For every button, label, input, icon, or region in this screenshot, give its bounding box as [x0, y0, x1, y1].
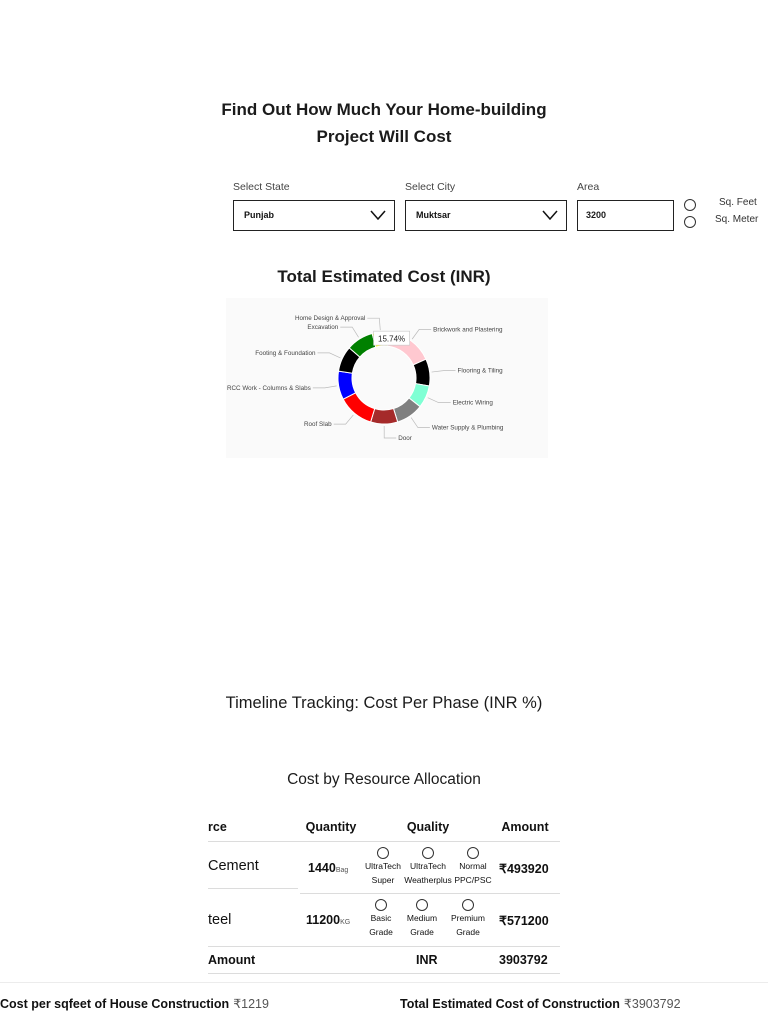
- table-divider: [208, 946, 560, 947]
- sq-meter-label: Sq. Meter: [715, 214, 759, 225]
- slice-label: Flooring & Tiling: [457, 367, 503, 375]
- slice-leader-line: [318, 353, 341, 358]
- quality-radio[interactable]: [422, 847, 434, 859]
- amount-steel: ₹571200: [499, 914, 549, 928]
- area-input[interactable]: 3200: [577, 200, 674, 231]
- city-select[interactable]: [405, 200, 567, 231]
- slice-leader-line: [412, 329, 431, 339]
- quality-option-ultratech-super[interactable]: [360, 847, 406, 887]
- quality-option-line-2: Weatherplus: [404, 875, 452, 885]
- quality-radio[interactable]: [462, 899, 474, 911]
- quality-radio[interactable]: [375, 899, 387, 911]
- footer-bar: [0, 982, 768, 1024]
- slice-leader-line: [340, 327, 358, 337]
- slice-label: Home Design & Approval: [294, 315, 366, 323]
- quantity-cement: [308, 861, 348, 875]
- quality-option-line-2: PPC/PSC: [454, 875, 492, 885]
- quality-option-line-2: Grade: [456, 927, 480, 937]
- footer-sqft-cost: [0, 996, 269, 1011]
- sq-feet-label: Sq. Feet: [719, 197, 757, 208]
- total-amount-label: Amount: [208, 953, 256, 967]
- quality-radio[interactable]: [467, 847, 479, 859]
- quantity-value: 1440: [308, 861, 336, 875]
- city-select-value: Muktsar: [416, 210, 451, 220]
- quality-option-line-2: Grade: [410, 927, 434, 937]
- cost-section-title: Total Estimated Cost (INR): [277, 267, 491, 286]
- quality-option-normal-ppc[interactable]: [450, 847, 496, 887]
- donut-slice[interactable]: [371, 409, 398, 424]
- quality-option-medium-grade[interactable]: [399, 899, 445, 939]
- cost-donut-chart: [226, 298, 548, 458]
- footer-sqft-label: Cost per sqfeet of House Construction: [0, 997, 230, 1011]
- slice-label: Water Supply & Plumbing: [431, 424, 504, 432]
- footer-total-value: ₹3903792: [623, 997, 681, 1011]
- slice-label: Brickwork and Plastering: [433, 326, 503, 334]
- resource-name-cement: Cement: [208, 858, 259, 874]
- quality-radio[interactable]: [416, 899, 428, 911]
- resource-table: [208, 813, 560, 978]
- slice-leader-line: [313, 386, 337, 388]
- page-title-line-1: Find Out How Much Your Home-building: [221, 100, 547, 119]
- sq-feet-radio[interactable]: [684, 199, 696, 211]
- state-select[interactable]: [233, 200, 395, 231]
- chevron-down-icon: [370, 210, 386, 220]
- slice-leader-line: [334, 415, 354, 424]
- table-divider: [208, 973, 560, 974]
- slice-label: RCC Work - Columns & Slabs: [226, 384, 311, 392]
- quality-option-line-2: Super: [371, 875, 395, 885]
- footer-sqft-value: ₹1219: [233, 997, 269, 1011]
- quality-option-line-2: Grade: [369, 927, 393, 937]
- quality-option-ultratech-weatherplus[interactable]: [404, 847, 452, 887]
- total-amount-value: 3903792: [499, 953, 548, 967]
- slice-label: Footing & Foundation: [255, 349, 316, 357]
- slice-label: Excavation: [307, 324, 339, 332]
- slice-leader-line: [432, 371, 456, 372]
- page-title: [184, 96, 584, 150]
- footer-total-cost: [400, 996, 681, 1011]
- footer-total-label: Total Estimated Cost of Construction: [400, 997, 620, 1011]
- header-quantity: Quantity: [305, 820, 357, 834]
- quality-radio[interactable]: [377, 847, 389, 859]
- state-label: Select State: [233, 181, 290, 193]
- sq-meter-radio[interactable]: [684, 216, 696, 228]
- quantity-unit: KG: [340, 919, 351, 926]
- slice-label: Roof Slab: [304, 421, 332, 429]
- slice-leader-line: [411, 418, 430, 428]
- tooltip-text: 15.74%: [378, 334, 406, 344]
- quality-option-premium-grade[interactable]: [445, 899, 491, 939]
- slice-leader-line: [428, 398, 451, 403]
- state-select-value: Punjab: [244, 210, 275, 220]
- amount-cement: ₹493920: [499, 862, 549, 876]
- timeline-title: Timeline Tracking: Cost Per Phase (INR %): [225, 694, 543, 712]
- slice-label: Door: [398, 434, 412, 442]
- quality-option-line-1: UltraTech: [365, 861, 401, 871]
- header-quality: Quality: [406, 820, 450, 834]
- table-divider: [208, 888, 298, 889]
- total-currency: INR: [416, 953, 438, 967]
- resource-name-steel: teel: [208, 912, 232, 928]
- quality-option-line-1: Medium: [406, 913, 438, 923]
- quality-option-line-1: Normal: [459, 861, 487, 871]
- table-divider: [208, 841, 560, 842]
- quality-option-line-1: Basic: [370, 913, 392, 923]
- chart-tooltip: [374, 331, 410, 345]
- quantity-unit: Bag: [335, 867, 349, 874]
- table-divider: [300, 893, 560, 894]
- chevron-down-icon: [542, 210, 558, 220]
- quality-option-basic-grade[interactable]: [358, 899, 404, 939]
- page-title-line-2: Project Will Cost: [316, 127, 452, 146]
- header-amount: Amount: [501, 820, 549, 834]
- resource-section-title: Cost by Resource Allocation: [287, 771, 481, 788]
- city-label: Select City: [405, 181, 456, 193]
- slice-leader-line: [384, 426, 396, 438]
- quantity-steel: [306, 913, 350, 927]
- quality-option-line-1: Premium: [450, 913, 485, 923]
- slice-label: Electric Wiring: [452, 399, 493, 407]
- slice-leader-line: [367, 318, 380, 330]
- quality-option-line-1: UltraTech: [410, 861, 446, 871]
- quantity-value: 11200: [306, 913, 341, 927]
- area-label: Area: [577, 181, 600, 193]
- donut-chart-svg: [226, 298, 548, 458]
- header-resource: rce: [208, 820, 227, 834]
